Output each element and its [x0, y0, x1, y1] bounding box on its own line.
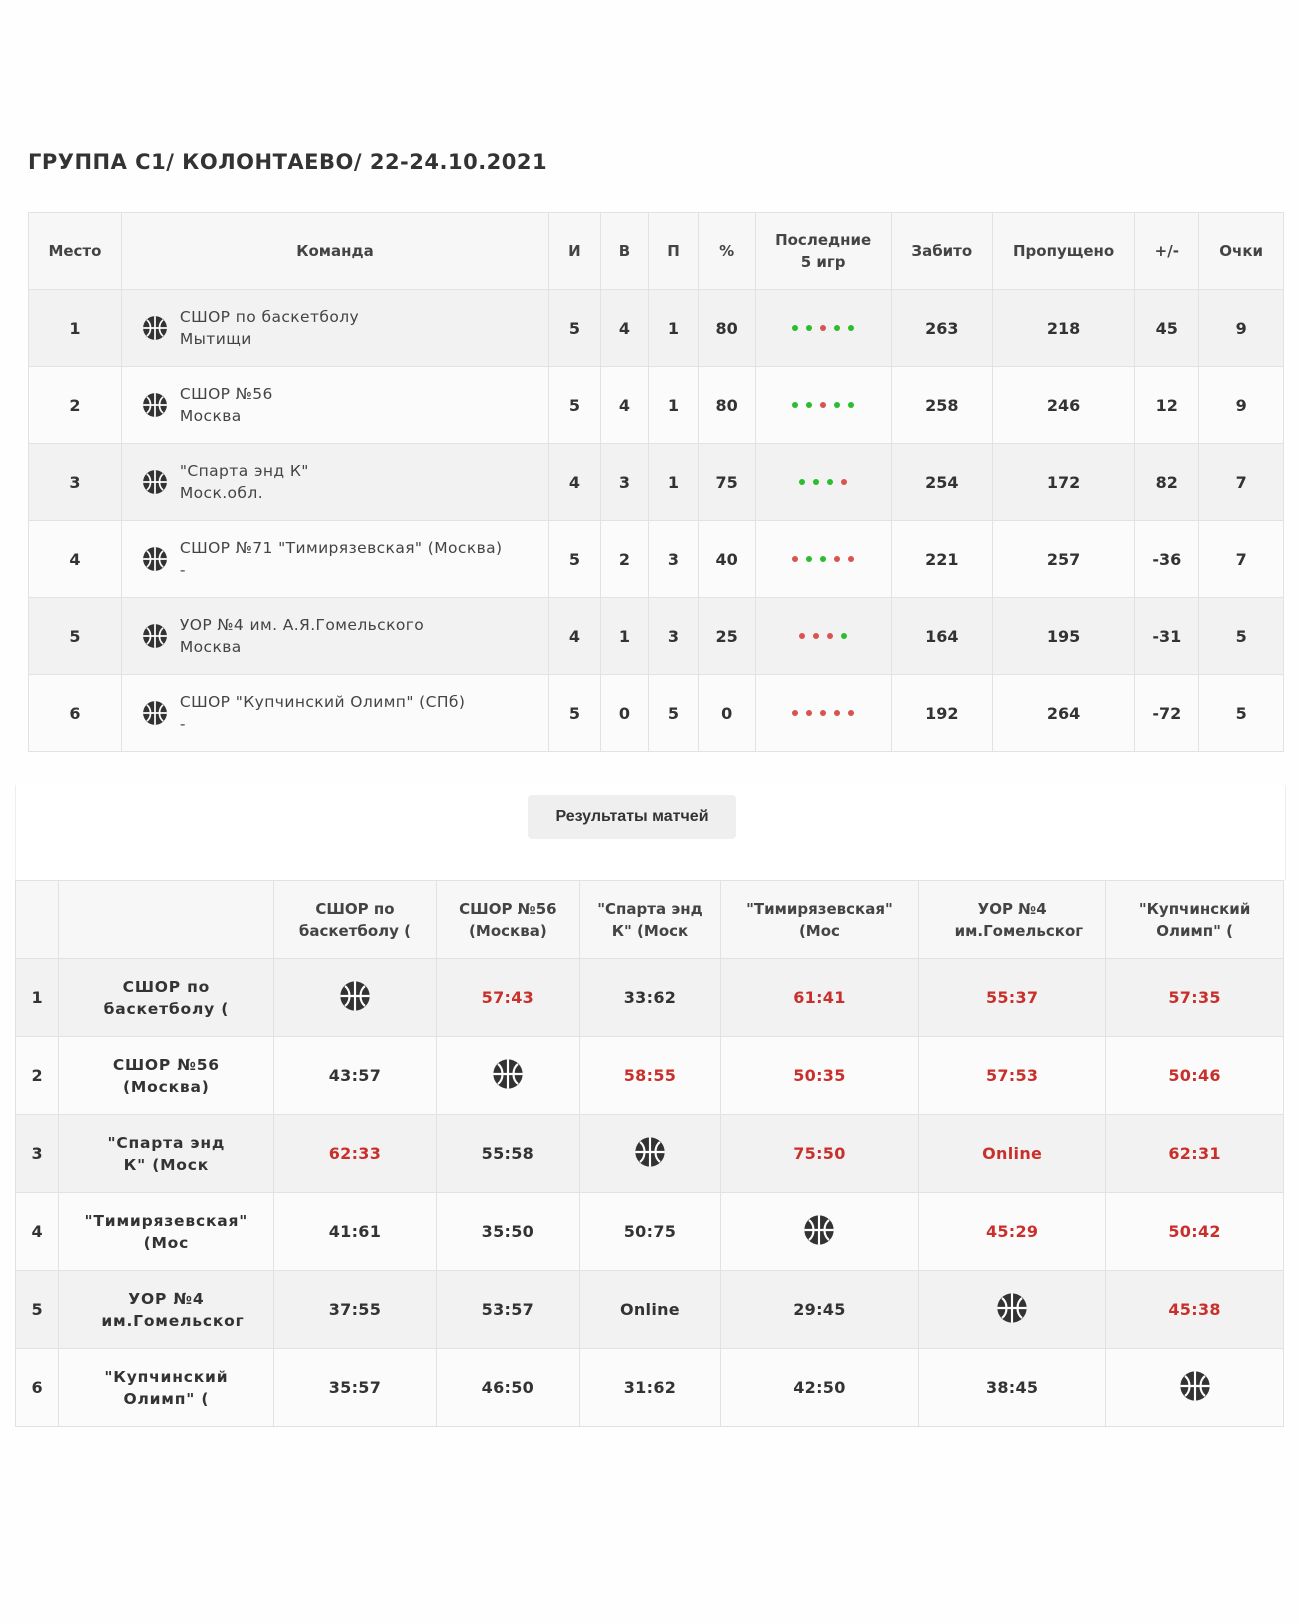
- point-diff: 45: [1135, 290, 1199, 367]
- match-score[interactable]: 50:75: [580, 1193, 721, 1271]
- match-score[interactable]: 41:61: [274, 1193, 436, 1271]
- point-diff: -72: [1135, 675, 1199, 752]
- team-name[interactable]: "Спарта энд К": [179, 462, 309, 480]
- match-score[interactable]: 57:53: [919, 1037, 1106, 1115]
- form-dot-loss: [820, 402, 826, 408]
- losses: 1: [649, 290, 699, 367]
- matrix-col-label: УОР №4 им.Гомельског: [954, 899, 1084, 940]
- matrix-self-cell: [580, 1115, 721, 1193]
- matrix-row-index: 1: [16, 959, 59, 1037]
- basketball-icon: [142, 469, 168, 495]
- team-cell[interactable]: [121, 598, 548, 675]
- form-dot-loss: [792, 710, 798, 716]
- basketball-icon: [142, 623, 168, 649]
- team-city: Мытищи: [179, 330, 252, 348]
- form-dot-loss: [848, 710, 854, 716]
- matrix-col-label: "Спарта энд К" (Моск: [597, 899, 703, 940]
- match-score[interactable]: 61:41: [720, 959, 918, 1037]
- win-pct: 80: [698, 290, 755, 367]
- match-score[interactable]: 31:62: [580, 1349, 721, 1427]
- team-name[interactable]: УОР №4 им. А.Я.Гомельского: [179, 616, 425, 634]
- last-5-games: [755, 521, 891, 598]
- form-dot-win: [806, 325, 812, 331]
- matrix-col-team: [1106, 881, 1284, 959]
- form-dot-win: [848, 402, 854, 408]
- point-diff: 82: [1135, 444, 1199, 521]
- matrix-row-team: [59, 959, 274, 1037]
- matrix-row-index: 2: [16, 1037, 59, 1115]
- match-score[interactable]: 50:42: [1106, 1193, 1284, 1271]
- basketball-icon: [142, 315, 168, 341]
- points-conceded: 246: [992, 367, 1134, 444]
- matrix-row-label: СШОР №56 (Москва): [112, 1055, 220, 1096]
- form-dot-loss: [834, 710, 840, 716]
- wins: 2: [600, 521, 649, 598]
- form-dot-win: [792, 402, 798, 408]
- games-played: 4: [549, 598, 601, 675]
- standings-header-row: [29, 213, 1284, 290]
- matrix-col-team: [720, 881, 918, 959]
- team-city: -: [179, 561, 186, 579]
- point-diff: -36: [1135, 521, 1199, 598]
- team-name[interactable]: СШОР №71 "Тимирязевская" (Москва): [179, 539, 503, 557]
- place: 4: [29, 521, 122, 598]
- matrix-col-label: "Купчинский Олимп" (: [1138, 899, 1251, 940]
- points-scored: 221: [891, 521, 992, 598]
- match-score[interactable]: 75:50: [720, 1115, 918, 1193]
- form-dot-loss: [827, 633, 833, 639]
- page-title: ГРУППА С1/ КОЛОНТАЕВО/ 22-24.10.2021: [28, 150, 548, 174]
- match-score[interactable]: Online: [580, 1271, 721, 1349]
- matrix-row: [16, 1193, 1284, 1271]
- matrix-corner-team: [59, 881, 274, 959]
- place: 2: [29, 367, 122, 444]
- matrix-row-label: "Тимирязевская" (Мос: [84, 1211, 249, 1252]
- win-pct: 40: [698, 521, 755, 598]
- matrix-row-index: 3: [16, 1115, 59, 1193]
- points-conceded: 218: [992, 290, 1134, 367]
- last-5-games: [755, 290, 891, 367]
- points-conceded: 257: [992, 521, 1134, 598]
- matrix-row-label: "Купчинский Олимп" (: [104, 1367, 229, 1408]
- matrix-header-row: [16, 881, 1284, 959]
- form-dot-win: [806, 402, 812, 408]
- header-points: Очки: [1199, 213, 1284, 290]
- basketball-icon: [1179, 1370, 1211, 1402]
- header-last5-label: Последние 5 игр: [775, 231, 872, 271]
- match-score[interactable]: 45:29: [919, 1193, 1106, 1271]
- form-dot-win: [813, 479, 819, 485]
- team-cell[interactable]: [121, 521, 548, 598]
- games-played: 5: [549, 367, 601, 444]
- place: 3: [29, 444, 122, 521]
- matrix-row-team: [59, 1037, 274, 1115]
- team-name[interactable]: СШОР "Купчинский Олимп" (СПб): [179, 693, 466, 711]
- match-score[interactable]: 42:50: [720, 1349, 918, 1427]
- form-dot-loss: [792, 556, 798, 562]
- team-name[interactable]: СШОР №56: [179, 385, 273, 403]
- points-scored: 192: [891, 675, 992, 752]
- games-played: 5: [549, 290, 601, 367]
- form-dot-loss: [848, 556, 854, 562]
- header-conceded: Пропущено: [992, 213, 1134, 290]
- team-city: -: [179, 715, 186, 733]
- matrix-self-cell: [436, 1037, 580, 1115]
- match-score[interactable]: 57:43: [436, 959, 580, 1037]
- form-dot-loss: [799, 633, 805, 639]
- match-score[interactable]: 38:45: [919, 1349, 1106, 1427]
- form-dot-loss: [813, 633, 819, 639]
- form-dot-win: [792, 325, 798, 331]
- match-score[interactable]: 58:55: [580, 1037, 721, 1115]
- match-score[interactable]: 35:50: [436, 1193, 580, 1271]
- header-pct: %: [698, 213, 755, 290]
- points-scored: 254: [891, 444, 992, 521]
- standing-points: 5: [1199, 598, 1284, 675]
- standings-row: [29, 521, 1284, 598]
- standing-points: 7: [1199, 444, 1284, 521]
- losses: 1: [649, 367, 699, 444]
- place: 1: [29, 290, 122, 367]
- point-diff: -31: [1135, 598, 1199, 675]
- team-city: Моск.обл.: [179, 484, 264, 502]
- points-conceded: 195: [992, 598, 1134, 675]
- basketball-icon: [142, 546, 168, 572]
- win-pct: 80: [698, 367, 755, 444]
- wins: 1: [600, 598, 649, 675]
- form-dot-win: [848, 325, 854, 331]
- form-dot-win: [841, 633, 847, 639]
- points-scored: 263: [891, 290, 992, 367]
- matrix-row-label: "Спарта энд К" (Моск: [107, 1133, 226, 1174]
- matrix-row-team: [59, 1349, 274, 1427]
- losses: 3: [649, 521, 699, 598]
- team-city: Москва: [179, 638, 242, 656]
- match-score[interactable]: 55:37: [919, 959, 1106, 1037]
- team-cell[interactable]: [121, 675, 548, 752]
- matrix-row-team: [59, 1193, 274, 1271]
- match-score[interactable]: 37:55: [274, 1271, 436, 1349]
- standings-table: [28, 212, 1284, 752]
- match-score[interactable]: 62:33: [274, 1115, 436, 1193]
- basketball-icon: [339, 980, 371, 1012]
- wins: 0: [600, 675, 649, 752]
- win-pct: 0: [698, 675, 755, 752]
- team-city: Москва: [179, 407, 242, 425]
- standings-row: [29, 598, 1284, 675]
- points-scored: 258: [891, 367, 992, 444]
- basketball-icon: [996, 1292, 1028, 1324]
- form-dot-win: [834, 325, 840, 331]
- matrix-corner-index: [16, 881, 59, 959]
- header-diff: +/-: [1135, 213, 1199, 290]
- matrix-row-team: [59, 1115, 274, 1193]
- wins: 4: [600, 290, 649, 367]
- matrix-row: [16, 959, 1284, 1037]
- win-pct: 75: [698, 444, 755, 521]
- last-5-games: [755, 675, 891, 752]
- losses: 3: [649, 598, 699, 675]
- matrix-col-label: СШОР №56 (Москва): [459, 899, 557, 940]
- form-dot-win: [799, 479, 805, 485]
- standings-row: [29, 290, 1284, 367]
- match-score[interactable]: 45:38: [1106, 1271, 1284, 1349]
- win-pct: 25: [698, 598, 755, 675]
- matrix-row-label: УОР №4 им.Гомельског: [101, 1289, 245, 1330]
- match-results-button[interactable]: Результаты матчей: [528, 795, 736, 839]
- losses: 1: [649, 444, 699, 521]
- standing-points: 7: [1199, 521, 1284, 598]
- form-dot-loss: [820, 710, 826, 716]
- place: 5: [29, 598, 122, 675]
- last-5-games: [755, 444, 891, 521]
- team-name[interactable]: СШОР по баскетболу: [179, 308, 360, 326]
- matrix-self-cell: [919, 1271, 1106, 1349]
- matrix-col-team: [919, 881, 1106, 959]
- wins: 4: [600, 367, 649, 444]
- basketball-icon: [634, 1136, 666, 1168]
- standings-row: [29, 444, 1284, 521]
- header-place: Место: [29, 213, 122, 290]
- match-score[interactable]: 46:50: [436, 1349, 580, 1427]
- point-diff: 12: [1135, 367, 1199, 444]
- form-dot-loss: [806, 710, 812, 716]
- match-score[interactable]: Online: [919, 1115, 1106, 1193]
- team-cell[interactable]: [121, 290, 548, 367]
- points-conceded: 264: [992, 675, 1134, 752]
- matrix-row-index: 6: [16, 1349, 59, 1427]
- matrix-row: [16, 1271, 1284, 1349]
- basketball-icon: [492, 1058, 524, 1090]
- header-team: Команда: [121, 213, 548, 290]
- form-dot-win: [834, 402, 840, 408]
- match-score[interactable]: 57:35: [1106, 959, 1284, 1037]
- match-score[interactable]: 62:31: [1106, 1115, 1284, 1193]
- match-score[interactable]: 53:57: [436, 1271, 580, 1349]
- matrix-row: [16, 1115, 1284, 1193]
- matrix-row-label: СШОР по баскетболу (: [103, 977, 230, 1018]
- games-played: 5: [549, 521, 601, 598]
- header-scored: Забито: [891, 213, 992, 290]
- matrix-col-label: СШОР по баскетболу (: [298, 899, 412, 940]
- games-played: 4: [549, 444, 601, 521]
- points-scored: 164: [891, 598, 992, 675]
- standing-points: 9: [1199, 367, 1284, 444]
- standing-points: 9: [1199, 290, 1284, 367]
- last-5-games: [755, 598, 891, 675]
- team-cell[interactable]: [121, 367, 548, 444]
- header-last5: [755, 213, 891, 290]
- matrix-row: [16, 1037, 1284, 1115]
- points-conceded: 172: [992, 444, 1134, 521]
- form-dot-win: [827, 479, 833, 485]
- matrix-self-cell: [274, 959, 436, 1037]
- standing-points: 5: [1199, 675, 1284, 752]
- match-score[interactable]: 50:46: [1106, 1037, 1284, 1115]
- wins: 3: [600, 444, 649, 521]
- team-cell[interactable]: [121, 444, 548, 521]
- matrix-self-cell: [720, 1193, 918, 1271]
- standings-row: [29, 675, 1284, 752]
- matrix-row-team: [59, 1271, 274, 1349]
- matrix-row-index: 4: [16, 1193, 59, 1271]
- results-matrix-table: [15, 880, 1284, 1427]
- basketball-icon: [803, 1214, 835, 1246]
- basketball-icon: [142, 700, 168, 726]
- form-dot-loss: [841, 479, 847, 485]
- form-dot-win: [806, 556, 812, 562]
- header-games: И: [549, 213, 601, 290]
- form-dot-loss: [820, 325, 826, 331]
- last-5-games: [755, 367, 891, 444]
- header-losses: П: [649, 213, 699, 290]
- matrix-row-index: 5: [16, 1271, 59, 1349]
- header-wins: В: [600, 213, 649, 290]
- match-score[interactable]: 50:35: [720, 1037, 918, 1115]
- match-score[interactable]: 29:45: [720, 1271, 918, 1349]
- losses: 5: [649, 675, 699, 752]
- match-score[interactable]: 43:57: [274, 1037, 436, 1115]
- matrix-col-team: [274, 881, 436, 959]
- match-score[interactable]: 33:62: [580, 959, 721, 1037]
- matrix-col-label: "Тимирязевская" (Мос: [746, 899, 893, 940]
- matrix-row: [16, 1349, 1284, 1427]
- matrix-col-team: [580, 881, 721, 959]
- form-dot-win: [820, 556, 826, 562]
- standings-row: [29, 367, 1284, 444]
- match-score[interactable]: 55:58: [436, 1115, 580, 1193]
- match-score[interactable]: 35:57: [274, 1349, 436, 1427]
- games-played: 5: [549, 675, 601, 752]
- place: 6: [29, 675, 122, 752]
- matrix-col-team: [436, 881, 580, 959]
- form-dot-loss: [834, 556, 840, 562]
- matrix-self-cell: [1106, 1349, 1284, 1427]
- basketball-icon: [142, 392, 168, 418]
